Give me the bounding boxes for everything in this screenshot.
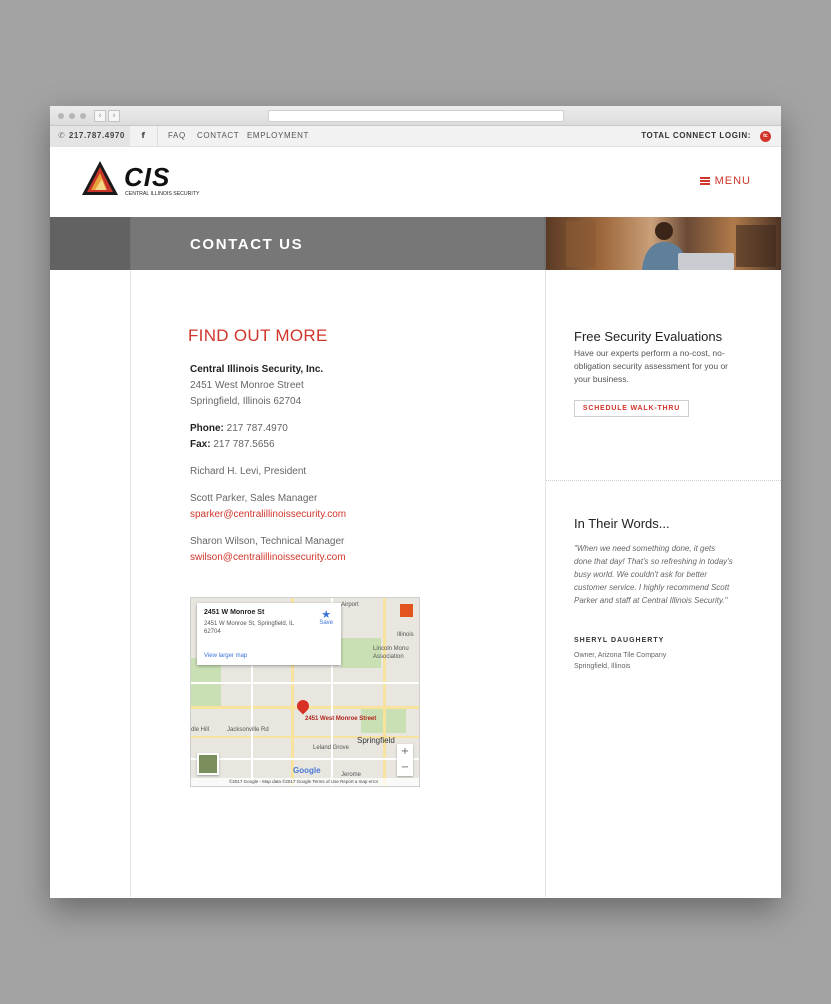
address-bar[interactable] [268,110,564,122]
banner-photo [546,217,781,270]
browser-chrome [50,106,781,126]
zoom-out-button[interactable]: − [400,762,410,773]
find-out-more-heading: FIND OUT MORE [188,326,328,345]
menu-button[interactable] [700,175,751,187]
satellite-toggle[interactable] [197,753,219,775]
testimonial-heading: In Their Words... [574,516,670,531]
left-column-divider [130,270,131,897]
contact-technical-manager [190,534,346,566]
phone-label: Phone: [190,423,224,434]
evaluations-heading: Free Security Evaluations [574,329,723,344]
page-title: CONTACT US [190,236,304,253]
person-with-laptop-image [546,217,781,270]
star-icon: ★ [321,608,332,621]
map-label-airport: Airport [341,602,359,608]
schedule-walk-thru-button[interactable]: SCHEDULE WALK-THRU [574,400,689,417]
nav-link-contact[interactable]: CONTACT [197,131,240,140]
map-card-address: 2451 W Monroe St, Springfield, IL 62704 [204,621,294,635]
map-attribution: ©2017 Google - Map data ©2017 Google Terms of Use Report a map error [191,778,419,786]
contact-president: Richard H. Levi, President [190,466,307,477]
map-label-association: Association [373,654,404,660]
sidebar-section-divider [546,480,781,481]
testimonial-author: SHERYL DAUGHERTY [574,637,665,644]
zoom-in-button[interactable]: + [400,746,410,757]
menu-label: MENU [714,175,751,187]
technical-manager-name: Sharon Wilson, Technical Manager [190,536,345,547]
city-address: Springfield, Illinois 62704 [190,396,302,407]
close-dot-icon[interactable] [58,113,64,119]
forward-arrow-icon[interactable]: › [108,110,120,122]
nav-link-employment[interactable]: EMPLOYMENT [247,131,310,140]
map-zoom-control [397,744,413,776]
hamburger-icon [700,176,710,186]
banner-left-block [50,217,130,270]
map-city-label: Springfield [357,736,395,745]
sales-manager-email-link[interactable]: sparker@centralillinoissecurity.com [190,509,347,520]
street-address: 2451 West Monroe Street [190,380,304,391]
google-logo: Google [293,766,321,775]
evaluations-text: Have our experts perform a no-cost, no-obligation security assessment for you or your business. [574,348,729,384]
map-card-title: 2451 W Monroe St [204,609,265,616]
map-label-illinois: Illinois [397,632,414,638]
back-arrow-icon[interactable]: ‹ [94,110,106,122]
company-name: Central Illinois Security, Inc. [190,364,324,375]
testimonial-author-details [574,650,666,672]
nav-link-faq[interactable]: FAQ [168,131,186,140]
testimonial-quote: "When we need something done, it gets done that day! That's so refreshing in today's busy world. We couldn't ask for better customer service. I highly recommend Scott Parker and staff at Central Illinois Security." [574,544,733,605]
phone-fax [190,421,288,453]
map-road [191,682,420,684]
map-label-jacksonville-rd: Jacksonville Rd [227,727,269,733]
utility-phone-number: 217.787.4970 [68,131,125,140]
testimonial-author-city: Springfield, Illinois [574,663,631,670]
utility-bar [50,126,781,147]
map-park [341,638,381,668]
testimonial-author-role: Owner, Arizona Tile Company [574,652,667,659]
total-connect-icon[interactable]: tc [760,131,771,142]
fax-number: 217 787.5656 [213,439,275,450]
minimize-dot-icon[interactable] [69,113,75,119]
map-save-label: Save [319,620,333,626]
fax-label: Fax: [190,439,211,450]
map-label-lincoln: Lincoln Monu [373,646,409,652]
page-banner [50,217,781,270]
contact-sales-manager [190,491,346,523]
zoom-dot-icon[interactable] [80,113,86,119]
google-map[interactable] [190,597,420,787]
map-road [191,758,420,760]
facebook-icon[interactable]: f [130,126,158,146]
logo-text: CIS [124,162,171,192]
map-road [251,658,253,787]
phone-number[interactable]: 217 787.4970 [226,423,288,434]
map-info-card [197,603,341,665]
browser-window [50,106,781,898]
phone-icon: ✆ [58,131,66,140]
total-connect-login-label[interactable]: TOTAL CONNECT LOGIN: [641,131,751,140]
map-label-leland-grove: Leland Grove [313,745,350,751]
utility-phone[interactable] [50,126,130,146]
logo-subtext: CENTRAL ILLINOIS SECURITY [125,191,200,197]
fullscreen-icon[interactable] [400,604,413,617]
company-address [190,362,323,410]
technical-manager-email-link[interactable]: swilson@centralillinoissecurity.com [190,552,346,563]
site-header [50,147,781,217]
sales-manager-name: Scott Parker, Sales Manager [190,493,318,504]
sidebar-divider [545,270,546,897]
map-save-button[interactable] [319,609,333,626]
map-label-dle-hill: dle Hill [191,727,210,733]
view-larger-map-link[interactable]: View larger map [204,653,248,659]
map-label-jerome: Jerome [341,772,362,778]
map-pin-icon[interactable] [295,698,312,715]
map-pin-label: 2451 West Monroe Street [305,716,377,722]
content-area [50,270,781,897]
cis-logo[interactable] [80,159,216,199]
